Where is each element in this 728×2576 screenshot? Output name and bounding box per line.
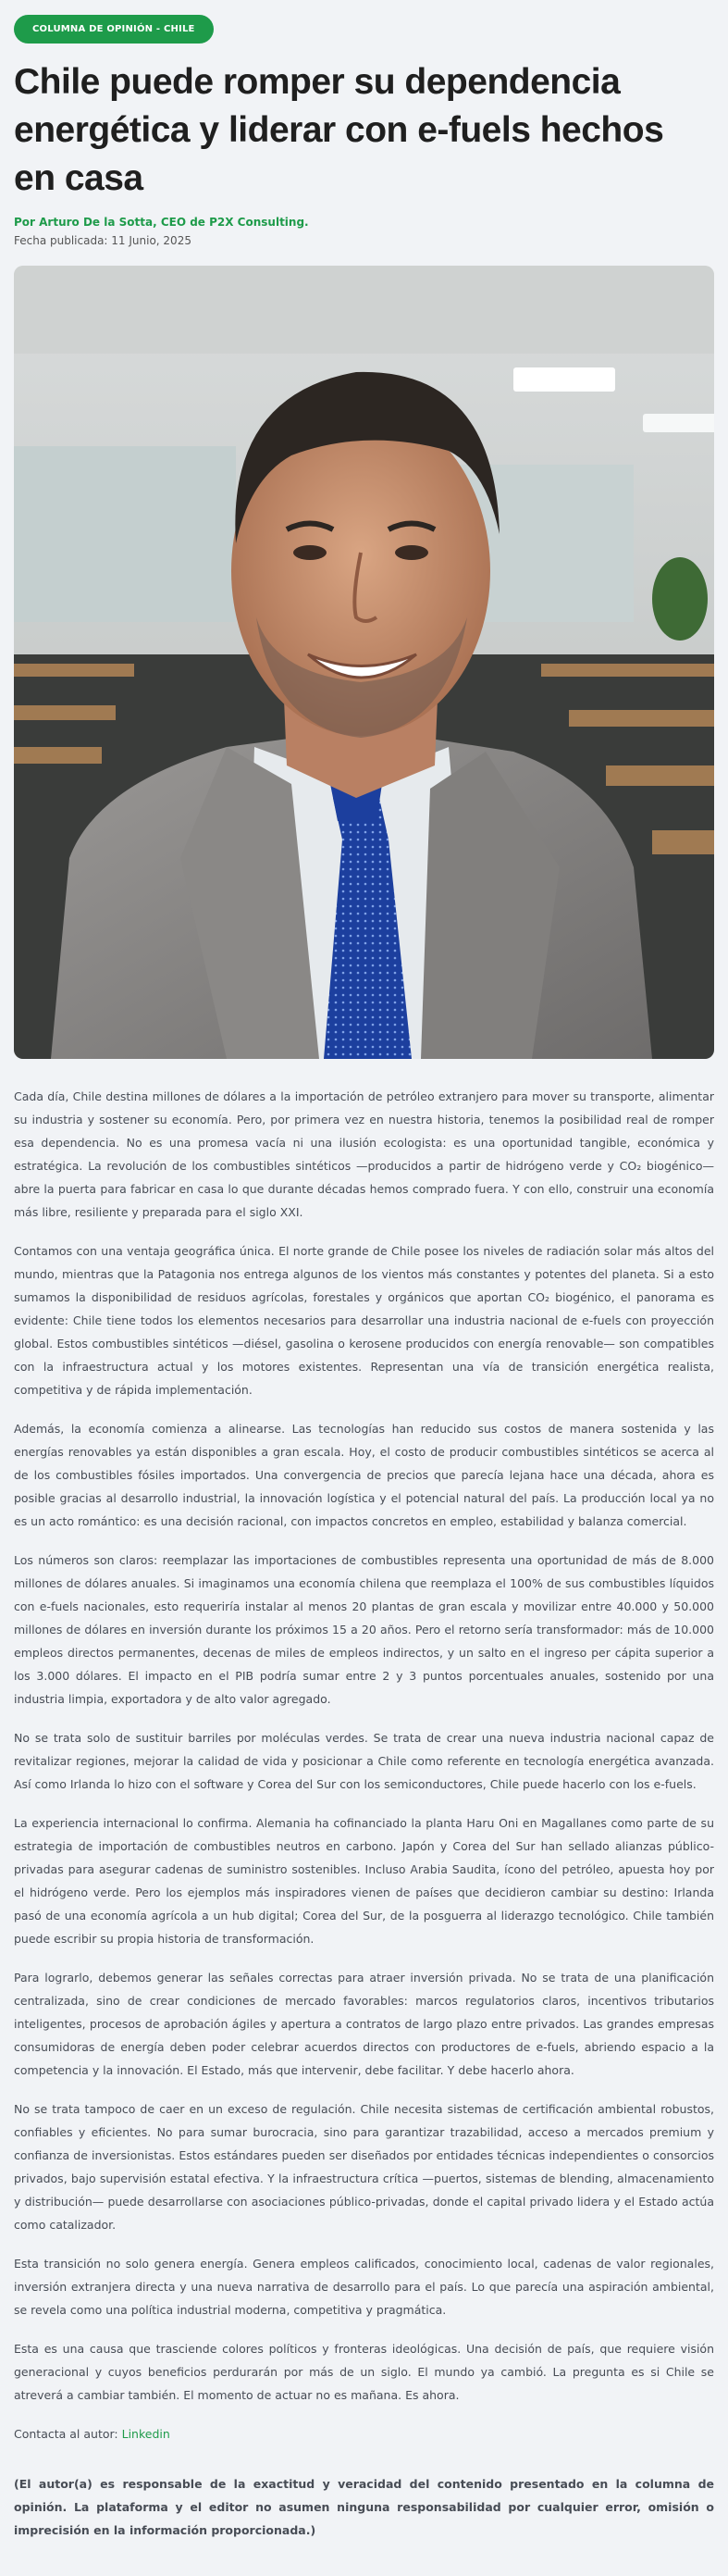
author-contact [14,2427,714,2441]
article-paragraph: Además, la economía comienza a alinearse. Las tecnologías han reducido sus costos de manera sostenida y las energías renovables ya están disponibles a gran escala. Hoy, el costo de producir combustibles sintéticos se acerca al de los combustibles fósiles importados. Una convergencia de precios que parecía lejana hace una década, ahora es posible gracias al desarrollo industrial, la innovación logística y el potencial natural del país. La producción local ya no es un acto romántico: es una decisión racional, con impactos concretos en empleo, estabilidad y balanza comercial. [14,1422,714,1528]
portrait-illustration [14,266,714,1059]
article-paragraph: No se trata tampoco de caer en un exceso de regulación. Chile necesita sistemas de certificación ambiental robustos, confiables y eficientes. No para sumar burocracia, sino para garantizar trazabilidad, acceso a mercados premium y confianza de inversionistas. Estos estándares pueden ser diseñados por entidades técnicas independientes o consorcios privados, bajo supervisión estatal efectiva. Y la infraestructura crítica —puertos, sistemas de blending, almacenamiento y distribución— puede desarrollarse con asociaciones público-privadas, donde el capital privado lidera y el Estado actúa como catalizador. [14,2102,714,2232]
author-portrait-image [14,266,714,1059]
article-paragraph: Cada día, Chile destina millones de dólares a la importación de petróleo extranjero para mover su transporte, alimentar su industria y sostener su economía. Pero, por primera vez en nuestra historia, tenemos la posibilidad real de romper esa dependencia. No es una promesa vacía ni una ilusión ecologista: es una oportunidad tangible, económica y estratégica. La revolución de los combustibles sintéticos —producidos a partir de hidrógeno verde y CO₂ biogénico— abre la puerta para fabricar en casa lo que durante décadas hemos comprado fuera. Y con ello, construir una economía más libre, resiliente y preparada para el siglo XXI. [14,1089,714,1219]
contact-label: Contacta al autor: [14,2427,118,2441]
article-paragraph: No se trata solo de sustituir barriles por moléculas verdes. Se trata de crear una nueva industria nacional capaz de revitalizar regiones, mejorar la calidad de vida y posicionar a Chile como referente en tecnología energética avanzada. Así como Irlanda lo hizo con el software y Corea del Sur con los semiconductores, Chile puede hacerlo con los e-fuels. [14,1731,714,1791]
disclaimer-text: (El autor(a) es responsable de la exactitud y veracidad del contenido presentado en la columna de opinión. La plataforma y el editor no asumen ninguna responsabilidad por cualquier error, omisión o imprecisión en la información proporcionada.) [14,2477,714,2537]
article-paragraph: Para lograrlo, debemos generar las señales correctas para atraer inversión privada. No se trata de una planificación centralizada, sino de crear condiciones de mercado favorables: marcos regulatorios claros, incentivos tributarios inteligentes, procesos de aprobación ágiles y apertura a contratos de largo plazo entre privados. Las grandes empresas consumidoras de energía deben poder celebrar acuerdos directos con productores de e-fuels, abriendo espacio a la competencia y la innovación. El Estado, más que intervenir, debe facilitar. Y debe hacerlo ahora. [14,1971,714,2077]
article-paragraph: Esta transición no solo genera energía. Genera empleos calificados, conocimiento local, cadenas de valor regionales, inversión extranjera directa y una nueva narrativa de desarrollo para el país. Lo que parecía una aspiración ambiental, se revela como una política industrial moderna, competitiva y pragmática. [14,2257,714,2317]
category-badge[interactable]: COLUMNA DE OPINIÓN - CHILE [14,15,214,44]
linkedin-link[interactable]: Linkedin [121,2427,170,2441]
article-paragraph: Los números son claros: reemplazar las importaciones de combustibles representa una oportunidad de más de 8.000 millones de dólares anuales. Si imaginamos una economía chilena que reemplaza el 100% de sus combustibles líquidos con e-fuels nacionales, esto requeriría instalar al menos 20 plantas de gran escala y movilizar entre 40.000 y 50.000 millones de dólares en inversión durante los próximos 15 a 20 años. Pero el retorno sería transformador: más de 10.000 empleos directos permanentes, decenas de miles de empleos indirectos, y un salto en el ingreso per cápita superior a los 3.000 dólares. El impacto en el PIB podría sumar entre 2 y 3 puntos porcentuales anuales, sostenido por una industria limpia, exportadora y de alto valor agregado. [14,1553,714,1706]
article-paragraph: Contamos con una ventaja geográfica única. El norte grande de Chile posee los niveles de radiación solar más altos del mundo, mientras que la Patagonia nos entrega algunos de los vientos más constantes y potentes del planeta. Si a esto sumamos la disponibilidad de residuos agrícolas, forestales y orgánicos que aportan CO₂ biogénico, el panorama es evidente: Chile tiene todos los elementos necesarios para desarrollar una industria nacional de e-fuels con proyección global. Estos combustibles sintéticos —diésel, gasolina o kerosene producidos con energía renovable— son compatibles con la infraestructura actual y los motores existentes. Representan una vía de transición energética realista, competitiva y de rápida implementación. [14,1244,714,1397]
article-paragraph: Esta es una causa que trasciende colores políticos y fronteras ideológicas. Una decisión de país, que requiere visión generacional y cuyos beneficios perdurarán por más de un siglo. El mundo ya cambió. La pregunta es si Chile se atreverá a cambiar también. El momento de actuar no es mañana. Es ahora. [14,2342,714,2402]
author-byline: Por Arturo De la Sotta, CEO de P2X Consulting. [14,216,309,229]
article-paragraph: La experiencia internacional lo confirma. Alemania ha cofinanciado la planta Haru Oni en Magallanes como parte de su estrategia de importación de combustibles neutros en carbono. Japón y Corea del Sur han sellado alianzas público-privadas para asegurar cadenas de suministro sostenibles. Incluso Arabia Saudita, ícono del petróleo, apuesta hoy por el hidrógeno verde. Pero los ejemplos más inspiradores vienen de países que decidieron cambiar su destino: Irlanda pasó de una economía agrícola a un hub digital; Corea del Sur, de la posguerra al liderazgo tecnológico. Chile también puede escribir su propia historia de transformación. [14,1816,714,1946]
publish-date: Fecha publicada: 11 Junio, 2025 [14,234,191,247]
article-body [14,1085,714,2542]
page-title: Chile puede romper su dependencia energética y liderar con e-fuels hechos en casa [14,62,664,198]
